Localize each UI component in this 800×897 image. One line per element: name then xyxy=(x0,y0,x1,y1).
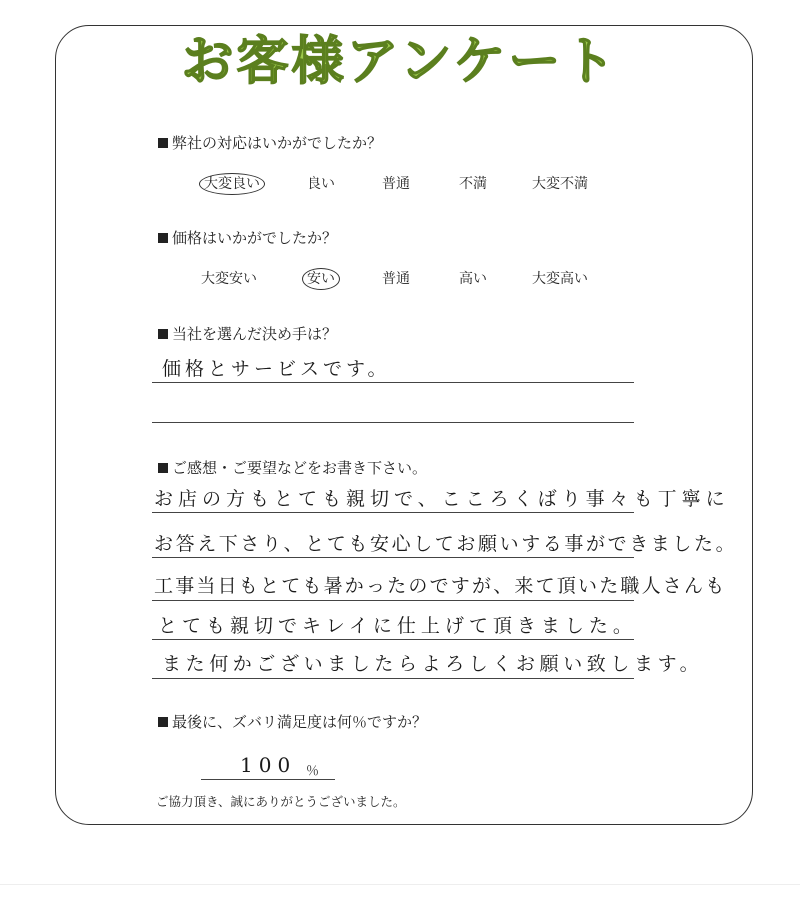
question-5 xyxy=(158,715,427,730)
page-divider xyxy=(0,884,800,885)
question-5-text: 最後に、ズバリ満足度は何％ですか？ xyxy=(172,713,428,731)
q5-answer-value: 100 xyxy=(240,753,297,777)
question-4 xyxy=(158,461,427,476)
question-2 xyxy=(158,231,337,246)
q2-option-3[interactable]: 普通 xyxy=(382,271,410,287)
question-3 xyxy=(158,327,337,342)
survey-title: お客様アンケート xyxy=(181,32,619,92)
bullet-square-icon xyxy=(158,329,168,339)
answer-rule xyxy=(152,557,634,558)
question-1-text: 弊社の対応はいかがでしたか？ xyxy=(172,134,383,152)
q4-answer-line-3: 工事当日もとても暑かったのですが、来て頂いた職人さんも xyxy=(154,575,727,597)
answer-rule xyxy=(152,382,634,383)
q2-option-4[interactable]: 高い xyxy=(459,271,487,287)
q2-option-2-selected[interactable]: 安い xyxy=(302,268,340,290)
bullet-square-icon xyxy=(158,233,168,243)
question-4-text: ご感想・ご要望などをお書き下さい。 xyxy=(172,459,428,477)
question-2-text: 価格はいかがでしたか？ xyxy=(172,229,338,247)
bullet-square-icon xyxy=(158,138,168,148)
q4-answer-line-2: お答え下さり、とても安心してお願いする事ができました。 xyxy=(154,533,738,555)
answer-rule xyxy=(152,600,634,601)
question-3-text: 当社を選んだ決め手は？ xyxy=(172,325,338,343)
q4-answer-line-1: お店の方もとても親切で、こころくばり事々も丁寧に xyxy=(154,488,730,510)
q4-answer-line-5: また何かございましたらよろしくお願い致します。 xyxy=(162,653,704,675)
answer-rule xyxy=(152,512,634,513)
answer-rule xyxy=(152,639,634,640)
thanks-text: ご協力頂き、誠にありがとうございました。 xyxy=(156,794,406,809)
q2-option-5[interactable]: 大変高い xyxy=(532,271,588,287)
q1-option-2[interactable]: 良い xyxy=(307,176,335,192)
question-1 xyxy=(158,136,382,151)
q2-option-1[interactable]: 大変安い xyxy=(201,271,257,287)
answer-rule xyxy=(152,422,634,423)
percent-unit: ％ xyxy=(306,764,320,779)
q1-option-1-selected[interactable]: 大変良い xyxy=(199,173,265,195)
q4-answer-line-4: とても親切でキレイに仕上げて頂きました。 xyxy=(158,615,637,637)
bullet-square-icon xyxy=(158,463,168,473)
answer-rule xyxy=(152,678,634,679)
q1-option-3[interactable]: 普通 xyxy=(382,176,410,192)
answer-rule xyxy=(201,779,335,780)
q1-option-5[interactable]: 大変不満 xyxy=(532,176,588,192)
q3-answer-line-1: 価格とサービスです。 xyxy=(162,358,391,380)
q1-option-4[interactable]: 不満 xyxy=(459,176,487,192)
bullet-square-icon xyxy=(158,717,168,727)
